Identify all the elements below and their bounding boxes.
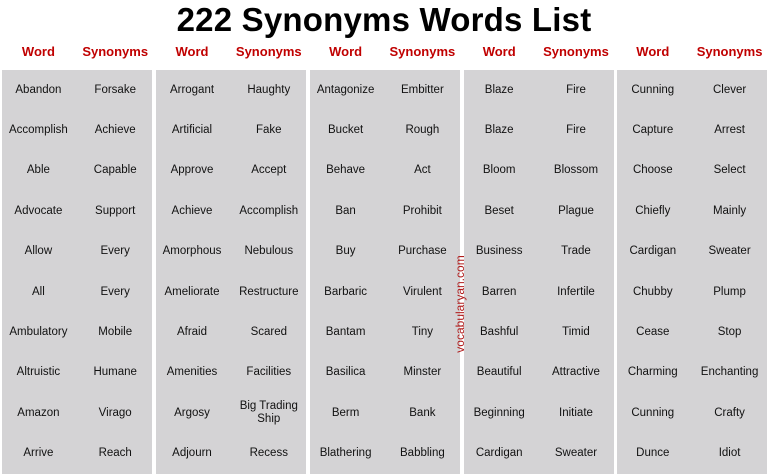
- synonym-cell: Plump: [713, 285, 746, 298]
- word-cell: Achieve: [171, 204, 213, 217]
- synonym-cell: Every: [100, 245, 130, 258]
- synonym-cell: Fire: [566, 124, 586, 137]
- column-header-synonyms: Synonyms: [389, 44, 456, 59]
- watermark: [449, 248, 471, 360]
- word-cell: Cardigan: [475, 447, 523, 460]
- synonym-cell: Forsake: [94, 83, 136, 96]
- word-cell: Antagonize: [316, 83, 375, 96]
- synonym-cell: Arrest: [714, 124, 745, 137]
- column-header-synonyms: Synonyms: [696, 44, 763, 59]
- synonym-cell: Babbling: [400, 447, 445, 460]
- table-row: [0, 434, 768, 474]
- word-cell: Blathering: [319, 447, 372, 460]
- synonym-cell: Select: [713, 164, 746, 177]
- word-cell: Barren: [481, 285, 517, 298]
- word-cell: Cease: [636, 326, 670, 339]
- word-cell: Bantam: [325, 326, 366, 339]
- word-cell: Able: [26, 164, 50, 177]
- table-row: [0, 70, 768, 110]
- word-cell: Ambulatory: [9, 326, 68, 339]
- table-row: [0, 232, 768, 272]
- column-header-row: [0, 38, 768, 68]
- synonym-cell: Achieve: [94, 124, 136, 137]
- synonym-cell: Fake: [256, 124, 282, 137]
- word-cell: Cunning: [631, 83, 675, 96]
- synonym-cell: Nebulous: [244, 245, 294, 258]
- word-cell: Advocate: [14, 204, 63, 217]
- synonym-cell: Prohibit: [402, 204, 442, 217]
- column-header-word: Word: [21, 44, 55, 59]
- table-row: [0, 312, 768, 352]
- word-cell: Beginning: [473, 406, 525, 419]
- word-cell: Artificial: [171, 124, 213, 137]
- word-cell: Behave: [326, 164, 366, 177]
- table-row: [0, 272, 768, 312]
- synonym-cell: Minster: [403, 366, 442, 379]
- synonym-cell: Big Trading Ship: [239, 400, 298, 426]
- word-cell: Afraid: [176, 326, 208, 339]
- word-cell: Business: [475, 245, 523, 258]
- synonym-cell: Virulent: [402, 285, 442, 298]
- word-cell: Basilica: [325, 366, 366, 379]
- word-cell: Capture: [632, 124, 674, 137]
- word-cell: Amorphous: [162, 245, 222, 258]
- word-cell: Dunce: [636, 447, 670, 460]
- synonym-cell: Initiate: [559, 406, 593, 419]
- synonym-cell: Sweater: [708, 245, 751, 258]
- word-cell: Berm: [331, 406, 360, 419]
- synonym-cell: Capable: [93, 164, 137, 177]
- synonym-cell: Tiny: [411, 326, 434, 339]
- word-cell: Chiefly: [635, 204, 671, 217]
- synonym-cell: Timid: [562, 326, 590, 339]
- word-cell: Beautiful: [476, 366, 522, 379]
- word-cell: Abandon: [15, 83, 62, 96]
- word-cell: Allow: [24, 245, 53, 258]
- column-header-word: Word: [636, 44, 670, 59]
- word-cell: Bucket: [328, 124, 364, 137]
- column-header-synonyms: Synonyms: [543, 44, 609, 59]
- synonym-cell: Restructure: [239, 285, 299, 298]
- synonym-cell: Bank: [409, 406, 436, 419]
- synonym-cell: Fire: [566, 83, 586, 96]
- synonym-cell: Haughty: [247, 83, 291, 96]
- column-header-word: Word: [482, 44, 516, 59]
- word-cell: Blaze: [484, 83, 514, 96]
- page-title: 222 Synonyms Words List: [176, 1, 592, 38]
- synonym-cell: Support: [95, 204, 136, 217]
- table-row: [0, 151, 768, 191]
- word-cell: Cardigan: [629, 245, 677, 258]
- word-cell: Bashful: [480, 326, 519, 339]
- watermark-text: vocabularyan.com: [453, 255, 467, 353]
- synonym-cell: Accomplish: [239, 204, 299, 217]
- synonym-cell: Sweater: [554, 447, 598, 460]
- synonym-cell: Purchase: [398, 245, 447, 258]
- word-cell: Bloom: [482, 164, 516, 177]
- synonym-cell: Accept: [251, 164, 287, 177]
- table-row: [0, 110, 768, 150]
- synonym-cell: Act: [414, 164, 431, 177]
- synonym-cell: Crafty: [714, 406, 745, 419]
- word-cell: Approve: [170, 164, 214, 177]
- word-cell: Cunning: [631, 406, 675, 419]
- synonym-cell: Attractive: [552, 366, 600, 379]
- synonym-cell: Rough: [405, 124, 440, 137]
- synonym-cell: Embitter: [400, 83, 444, 96]
- word-cell: Choose: [632, 164, 673, 177]
- column-header-synonyms: Synonyms: [235, 44, 302, 59]
- table-row: [0, 393, 768, 433]
- synonym-cell: Recess: [249, 447, 288, 460]
- word-cell: Beset: [484, 204, 514, 217]
- table-row: [0, 353, 768, 393]
- word-cell: Amenities: [166, 366, 218, 379]
- synonym-cell: Trade: [561, 245, 591, 258]
- word-cell: Blaze: [484, 124, 514, 137]
- synonym-cell: Blossom: [553, 164, 599, 177]
- word-cell: Charming: [627, 366, 678, 379]
- word-cell: Ameliorate: [164, 285, 220, 298]
- word-cell: Chubby: [632, 285, 673, 298]
- synonym-cell: Infertile: [557, 285, 595, 298]
- column-header-synonyms: Synonyms: [82, 44, 149, 59]
- synonym-cell: Clever: [712, 83, 747, 96]
- column-header-word: Word: [175, 44, 209, 59]
- word-cell: Buy: [335, 245, 356, 258]
- word-cell: Ban: [335, 204, 356, 217]
- word-cell: Adjourn: [172, 447, 212, 460]
- synonym-cell: Mainly: [712, 204, 747, 217]
- word-cell: Arrive: [23, 447, 54, 460]
- synonym-cell: Plague: [558, 204, 594, 217]
- synonym-cell: Enchanting: [700, 366, 759, 379]
- synonym-cell: Every: [100, 285, 130, 298]
- word-cell: Amazon: [17, 406, 60, 419]
- word-cell: Accomplish: [8, 124, 68, 137]
- synonym-cell: Idiot: [718, 447, 741, 460]
- synonym-cell: Facilities: [246, 366, 292, 379]
- synonym-cell: Virago: [98, 406, 132, 419]
- column-header-word: Word: [329, 44, 363, 59]
- word-cell: Argosy: [174, 406, 210, 419]
- table-row: [0, 191, 768, 231]
- synonym-cell: Scared: [250, 326, 287, 339]
- synonym-cell: Humane: [93, 366, 137, 379]
- word-cell: All: [32, 285, 45, 298]
- synonym-cell: Mobile: [98, 326, 133, 339]
- synonyms-table: [0, 70, 768, 474]
- word-cell: Arrogant: [169, 83, 215, 96]
- word-cell: Barbaric: [324, 285, 367, 298]
- synonym-cell: Reach: [98, 447, 132, 460]
- synonym-cell: Stop: [717, 326, 742, 339]
- word-cell: Altruistic: [16, 366, 61, 379]
